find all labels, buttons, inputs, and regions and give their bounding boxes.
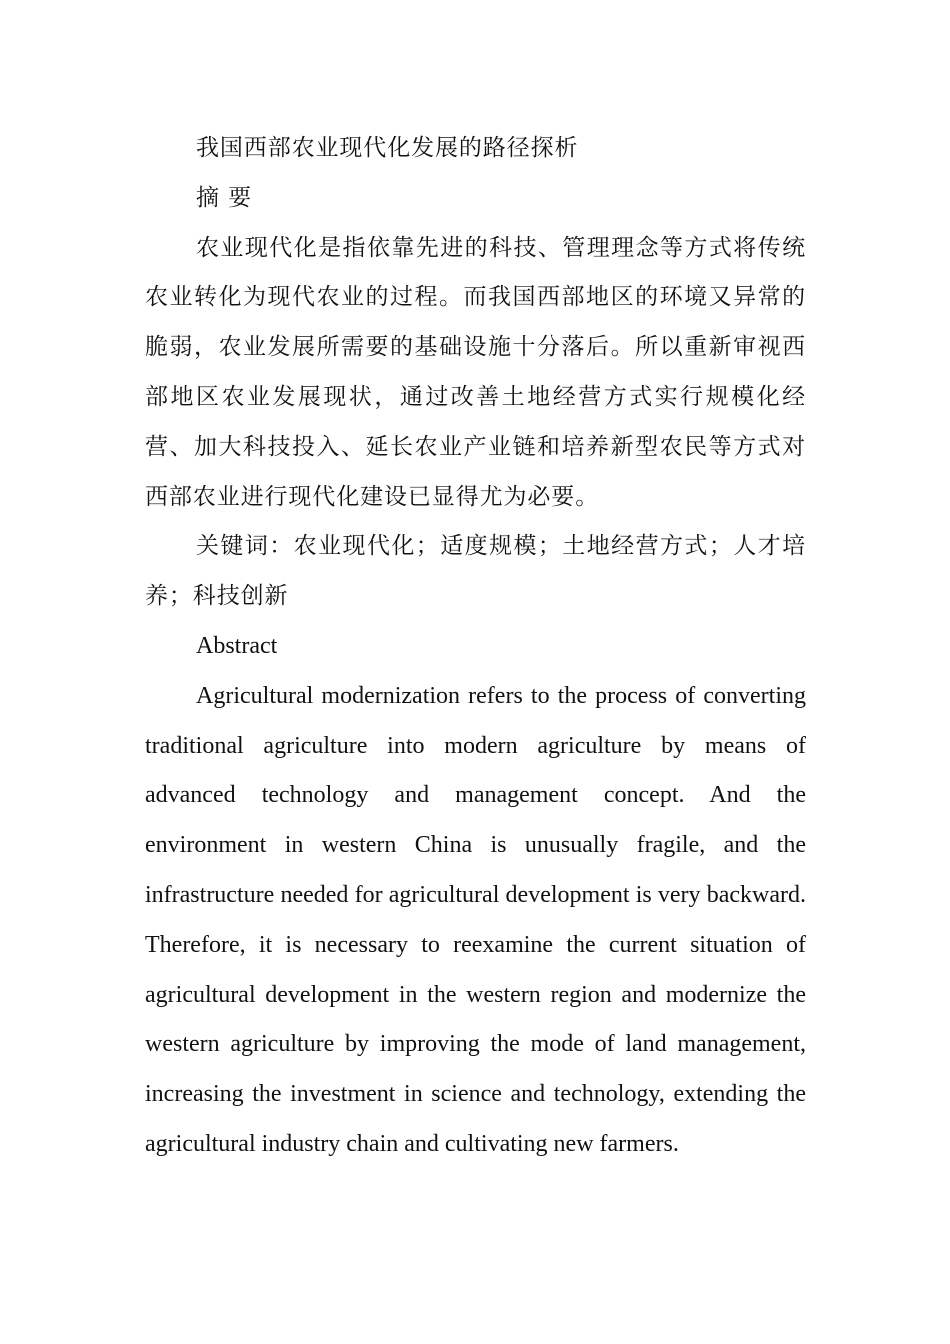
keywords-zh: 关键词：农业现代化；适度规模；土地经营方式；人才培养；科技创新 xyxy=(145,533,806,610)
abstract-body-zh: 农业现代化是指依靠先进的科技、管理理念等方式将传统农业转化为现代农业的过程。而我国西部地区的环境又异常的脆弱，农业发展所需要的基础设施十分落后。所以重新审视西部地区农业发展现状，通过改善土地经营方式实行规模化经营、加大科技投入、延长农业产业链和培养新型农民等方式对西部农业进行现代化建设已显得尤为必要。 xyxy=(145,234,806,510)
abstract-body-en: Agricultural modernization refers to the process of converting traditional agriculture into modern agriculture by means of advanced technology and management concept. And the environment in western China is unusually fragile, and the infrastructure needed for agricultural development is very backward. Therefore, it is necessary to reexamine the current situation of agricultural development in the western region and modernize the western agriculture by improving the mode of land management, increasing the investment in science and technology, extending the agricultural industry chain and cultivating new farmers. xyxy=(145,682,806,1157)
abstract-heading-zh: 摘 要 xyxy=(196,184,253,211)
paper-title: 我国西部农业现代化发展的路径探析 xyxy=(196,135,579,161)
document-page xyxy=(145,124,806,1170)
abstract-heading-en: Abstract xyxy=(196,632,278,659)
